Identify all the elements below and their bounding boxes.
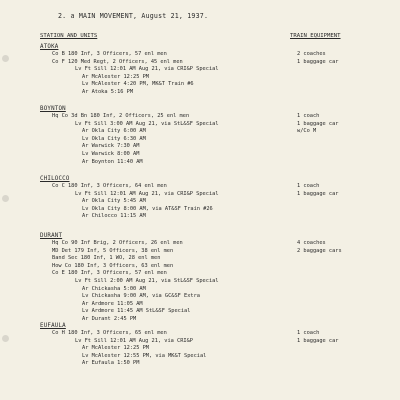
unit-line: MD Det 179 Inf, 5 Officers, 38 enl men (52, 247, 174, 254)
equipment-line: 2 baggage cars (297, 247, 342, 254)
equipment-line: 1 coach (297, 183, 320, 189)
page-title: 2. a MAIN MOVEMENT, August 21, 1937. (58, 12, 209, 20)
unit-line: Hq Co 3d Bn 180 Inf, 2 Officers, 25 enl men (52, 113, 190, 119)
schedule-line: Lv Ft Sill 12:01 AM Aug 21, via CRI&P Special (75, 66, 219, 73)
unit-line: Co E 180 Inf, 3 Officers, 57 enl men (52, 270, 167, 277)
schedule-line: Ar Okla City 6:00 AM (82, 128, 146, 135)
station-name: EUFAULA (40, 323, 66, 329)
equipment-line: 1 coach (297, 330, 320, 336)
schedule-line: Ar Durant 2:45 PM (82, 316, 137, 322)
schedule-line: Lv Ft Sill 2:00 AM Aug 21, via StL&SF Special (75, 278, 219, 284)
schedule-line: Lv Okla City 8:00 AM, via AT&SF Train #26 (82, 205, 213, 212)
equipment-line: 1 baggage car (297, 337, 339, 344)
schedule-line: Lv Warwick 8:00 AM (82, 151, 140, 157)
equipment-line: 1 baggage car (297, 58, 339, 65)
equipment-line: 1 baggage car (297, 120, 339, 127)
schedule-line: Ar Atoka 5:16 PM (82, 89, 134, 95)
unit-line: Co C 180 Inf, 3 Officers, 64 enl men (52, 183, 167, 189)
schedule-line: Ar Chilocco 11:15 AM (82, 213, 146, 220)
schedule-line: Ar Ardmore 11:05 AM (82, 300, 143, 307)
schedule-line: Ar Chickasha 5:00 AM (82, 285, 146, 292)
equipment-line: w/Co M (297, 128, 317, 135)
column-header-train-equipment: TRAIN EQUIPMENT (290, 33, 341, 39)
schedule-line: Lv Okla City 6:30 AM (82, 135, 146, 142)
station-name: DURANT (40, 233, 63, 239)
schedule-line: Lv McAlester 4:20 PM, MK&T Train #6 (82, 81, 194, 88)
schedule-line: Ar McAlester 12:25 PM (82, 345, 149, 352)
schedule-line: Lv Ft Sill 12:01 AM Aug 21, via CRI&P Special (75, 190, 219, 197)
schedule-line: Lv Ft Sill 12:01 AM Aug 21, via CRI&P (75, 337, 193, 344)
equipment-line: 4 coaches (297, 240, 326, 246)
equipment-line: 2 coaches (297, 51, 326, 57)
station-name: ATOKA (40, 44, 59, 50)
schedule-line: Lv Ardmore 11:45 AM StL&SF Special (82, 308, 191, 315)
unit-line: Co B 180 Inf, 3 Officers, 57 enl men (52, 51, 167, 57)
schedule-line: Lv Chickasha 9:00 AM, via GC&SF Extra (82, 293, 200, 300)
equipment-line: 1 baggage car (297, 190, 339, 197)
unit-line: Band Sec 180 Inf, 1 WO, 28 enl men (52, 255, 161, 262)
schedule-line: Ar Okla City 5:45 AM (82, 198, 146, 205)
column-header-station-units: STATION AND UNITS (40, 33, 98, 39)
schedule-line: Ar Warwick 7:30 AM (82, 143, 140, 150)
unit-line: How Co 180 Inf, 3 Officers, 63 enl men (52, 262, 174, 269)
schedule-line: Lv Ft Sill 3:00 AM Aug 21, via StL&SF Special (75, 120, 219, 127)
schedule-line: Ar Eufaula 1:50 PM (82, 360, 140, 367)
unit-line: Co H 180 Inf, 3 Officers, 65 enl men (52, 330, 167, 336)
schedule-line: Ar McAlester 12:25 PM (82, 73, 149, 80)
station-name: CHILOCCO (40, 176, 70, 182)
equipment-line: 1 coach (297, 113, 320, 119)
schedule-line: Ar Boynton 11:40 AM (82, 158, 143, 165)
unit-line: Hq Co 90 Inf Brig, 2 Officers, 26 enl men (52, 240, 183, 246)
schedule-line: Lv McAlester 12:55 PM, via MK&T Special (82, 352, 207, 359)
station-name: BOYNTON (40, 106, 66, 112)
unit-line: Co F 120 Med Regt, 2 Officers, 45 enl men (52, 58, 183, 65)
